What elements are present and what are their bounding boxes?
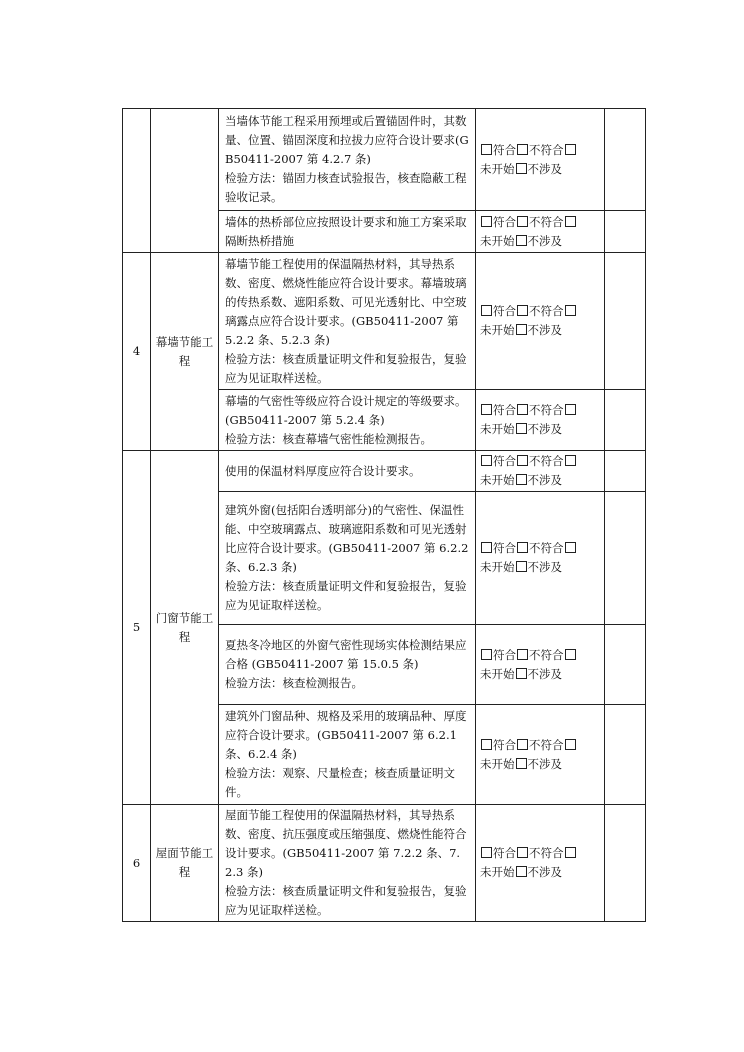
inspection-method-text: 检验方法：观察、尺量检查；核查质量证明文件。 [225,766,455,799]
na-label: 不涉及 [527,422,562,436]
requirement-text: 建筑外窗(包括阳台透明部分)的气密性、保温性能、中空玻璃露点、玻璃遮阳系数和可见光透射比应符合设计要求。(GB50411-2007 第 6.2.2 条、6.2.3 条) [225,503,469,574]
pass-label: 符合 [493,454,516,468]
requirement-text: 当墙体节能工程采用预埋或后置锚固件时，其数量、位置、锚固深度和拉拔力应符合设计要求(GB50411-2007 第 4.2.7 条) [225,114,469,166]
requirement-cell [219,492,476,625]
requirement-text: 屋面节能工程使用的保温隔热材料，其导热系数、密度、抗压强度或压缩强度、燃烧性能符合设计要求。(GB50411-2007 第 7.2.2 条、7.2.3 条) [225,808,467,879]
item-name-cell: 门窗节能工程 [151,451,219,805]
na-checkbox[interactable] [516,561,527,572]
fail-label: 不符合 [529,846,564,860]
requirement-text: 夏热冬冷地区的外窗气密性现场实体检测结果应合格 (GB50411-2007 第 15.0.5 条) [225,638,467,671]
na-label: 不涉及 [527,865,562,879]
inspection-method-text: 检验方法：核查质量证明文件和复验报告，复验应为见证取样送检。 [225,351,467,385]
fail-label: 不符合 [529,142,564,157]
item-name-cell: 屋面节能工程 [151,805,219,922]
not-started-label: 未开始 [480,473,515,487]
pass-label: 符合 [493,403,516,417]
remarks-cell[interactable] [605,253,646,390]
na-checkbox[interactable] [516,324,527,335]
not-started-label: 未开始 [480,233,515,248]
na-checkbox[interactable] [516,423,527,434]
requirement-text: 使用的保温材料厚度应符合设计要求。 [225,463,421,478]
pass-label: 符合 [493,647,516,662]
requirement-cell [219,390,476,451]
fail-label: 不符合 [529,541,564,555]
item-number-cell: 5 [123,451,151,805]
fail-checkbox[interactable] [517,455,528,466]
item-number-cell: 4 [123,253,151,451]
result-cell [476,109,605,211]
na-label: 不涉及 [527,323,562,337]
remarks-cell[interactable] [605,109,646,211]
na-checkbox[interactable] [516,163,527,174]
result-cell [476,211,605,253]
table-body [123,109,646,922]
pass-label: 符合 [493,304,516,318]
pass-label: 符合 [493,846,516,860]
na-label: 不涉及 [527,233,562,248]
not-started-label: 未开始 [480,666,515,681]
result-cell [476,492,605,625]
not-started-label: 未开始 [480,422,515,436]
requirement-text: 幕墙的气密性等级应符合设计规定的等级要求。(GB50411-2007 第 5.2.4 条) [225,393,467,427]
inspection-method-text: 检验方法：核查质量证明文件和复验报告，复验应为见证取样送检。 [225,884,467,917]
fail-checkbox[interactable] [517,305,528,316]
item-number-cell [123,109,151,253]
fail-checkbox[interactable] [517,404,528,415]
fail-checkbox[interactable] [517,649,528,660]
requirement-cell [219,805,476,922]
remarks-cell[interactable] [605,451,646,492]
result-options-line [480,471,600,490]
result-options-line [480,844,600,863]
table-row [123,253,646,390]
not-started-checkbox[interactable] [565,404,576,415]
fail-label: 不符合 [529,737,564,752]
requirement-text: 幕墙节能工程使用的保温隔热材料，其导热系数、密度、燃烧性能应符合设计要求。幕墙玻璃的传热系数、遮阳系数、可见光透射比、中空玻璃露点应符合设计要求。(GB50411-2007 第 5.2.2 条、5.2.3 条) [225,256,467,347]
na-checkbox[interactable] [516,474,527,485]
pass-checkbox[interactable] [481,847,492,858]
result-cell [476,451,605,492]
requirement-text: 墙体的热桥部位应按照设计要求和施工方案采取隔断热桥措施 [225,214,467,248]
fail-label: 不符合 [529,647,564,662]
requirement-cell [219,625,476,705]
result-options-line [480,863,600,882]
na-checkbox[interactable] [516,235,527,246]
requirement-cell [219,109,476,211]
na-label: 不涉及 [527,161,562,176]
inspection-method-text: 检验方法：锚固力核查试验报告，核查隐蔽工程验收记录。 [225,171,467,204]
pass-checkbox[interactable] [481,404,492,415]
result-options-line [480,558,600,577]
not-started-label: 未开始 [480,560,515,574]
result-options-line [480,452,600,471]
pass-checkbox[interactable] [481,216,492,227]
fail-checkbox[interactable] [517,144,528,155]
result-cell [476,805,605,922]
not-started-label: 未开始 [480,756,515,771]
pass-label: 符合 [493,214,516,229]
pass-checkbox[interactable] [481,305,492,316]
requirement-cell [219,451,476,492]
inspection-checklist-table [122,108,646,922]
not-started-checkbox[interactable] [565,216,576,227]
table-row [123,451,646,492]
na-label: 不涉及 [527,560,562,574]
remarks-cell[interactable] [605,390,646,451]
fail-label: 不符合 [529,214,564,229]
fail-checkbox[interactable] [517,216,528,227]
inspection-method-text: 检验方法：核查幕墙气密性能检测报告。 [225,431,432,446]
result-options-line [480,401,600,420]
not-started-label: 未开始 [480,865,515,879]
na-label: 不涉及 [527,666,562,681]
remarks-cell[interactable] [605,492,646,625]
table-row [123,109,646,211]
not-started-checkbox[interactable] [565,739,576,750]
pass-checkbox[interactable] [481,649,492,660]
not-started-checkbox[interactable] [565,455,576,466]
requirement-cell [219,211,476,253]
fail-checkbox[interactable] [517,542,528,553]
remarks-cell[interactable] [605,705,646,805]
result-options-line [480,321,600,340]
result-options-line [480,646,600,665]
result-cell [476,253,605,390]
result-options-line [480,302,600,321]
pass-label: 符合 [493,737,516,752]
item-name-cell [151,109,219,253]
result-options-line [480,141,600,160]
requirement-cell [219,705,476,805]
not-started-label: 未开始 [480,161,515,176]
result-options-line [480,755,600,774]
requirement-text: 建筑外门窗品种、规格及采用的玻璃品种、厚度应符合设计要求。(GB50411-2007 第 6.2.1 条、6.2.4 条) [225,709,467,761]
requirement-cell [219,253,476,390]
result-cell [476,390,605,451]
not-started-label: 未开始 [480,323,515,337]
na-checkbox[interactable] [516,758,527,769]
result-options-line [480,420,600,439]
remarks-cell[interactable] [605,211,646,253]
remarks-cell[interactable] [605,625,646,705]
fail-checkbox[interactable] [517,739,528,750]
na-checkbox[interactable] [516,668,527,679]
result-options-line [480,736,600,755]
pass-checkbox[interactable] [481,542,492,553]
not-started-checkbox[interactable] [565,542,576,553]
not-started-checkbox[interactable] [565,144,576,155]
not-started-checkbox[interactable] [565,305,576,316]
item-number-cell: 6 [123,805,151,922]
result-options-line [480,160,600,179]
fail-label: 不符合 [529,304,564,318]
pass-checkbox[interactable] [481,739,492,750]
result-cell [476,705,605,805]
not-started-checkbox[interactable] [565,649,576,660]
fail-label: 不符合 [529,403,564,417]
fail-label: 不符合 [529,454,564,468]
result-options-line [480,232,600,251]
fail-checkbox[interactable] [517,847,528,858]
result-options-line [480,213,600,232]
na-label: 不涉及 [527,473,562,487]
pass-checkbox[interactable] [481,455,492,466]
result-cell [476,625,605,705]
na-label: 不涉及 [527,756,562,771]
na-checkbox[interactable] [516,866,527,877]
not-started-checkbox[interactable] [565,847,576,858]
result-options-line [480,539,600,558]
pass-label: 符合 [493,541,516,555]
inspection-method-text: 检验方法：核查质量证明文件和复验报告，复验应为见证取样送检。 [225,579,467,612]
inspection-method-text: 检验方法：核查检测报告。 [225,676,363,690]
table-row [123,805,646,922]
result-options-line [480,665,600,684]
pass-checkbox[interactable] [481,144,492,155]
remarks-cell[interactable] [605,805,646,922]
pass-label: 符合 [493,142,516,157]
item-name-cell: 幕墙节能工程 [151,253,219,451]
